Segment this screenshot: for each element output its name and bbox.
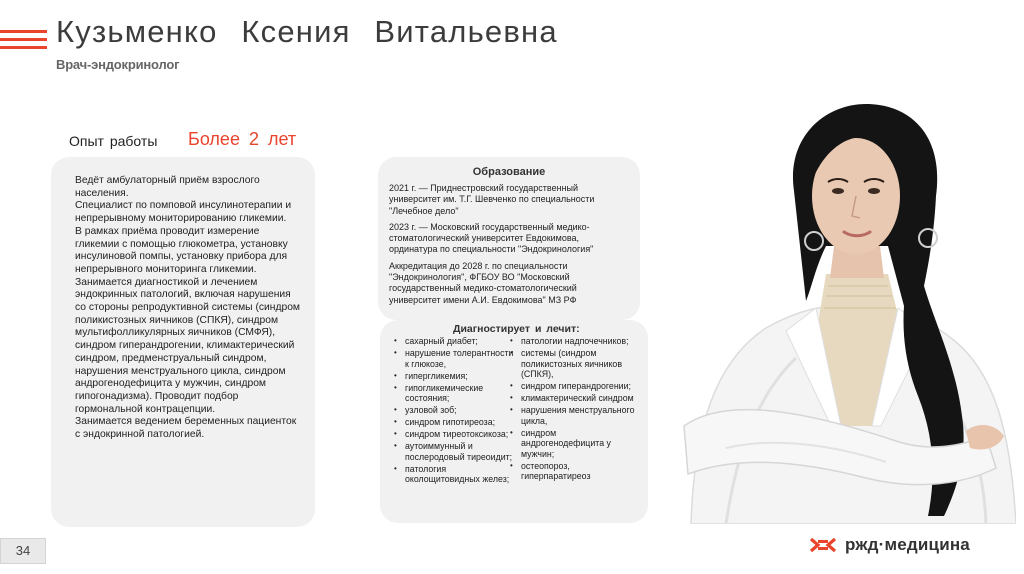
description-paragraph: Специалист по помповой инсулинотерапии и непрерывному мониторированию гликемии. [75,200,292,225]
description-text [75,175,300,442]
list-item: • синдром гипотиреоза; [392,417,514,428]
list-item: • нарушения менструального цикла, [508,405,636,426]
company-logo [809,532,970,558]
logo-text: ржд·медицина [845,535,970,554]
description-card [51,157,315,527]
list-item: • гипергликемия; [392,371,514,382]
doctor-photo [666,96,1016,524]
doctor-portrait [666,96,1016,524]
list-item: • остеопороз, гиперпаратиреоз [508,461,636,482]
diagnoses-card [380,320,648,523]
diagnoses-list-left [392,336,514,486]
list-item: • патология околощитовидных желез; [392,464,514,485]
description-paragraph: Ведёт амбулаторный приём взрослого населения. [75,175,260,199]
list-item: • синдром тиреотоксикоза; [392,429,514,440]
description-paragraph: Занимается диагностикой и лечением эндокринных патологий, включая нарушения со стороны репродуктивной системы (синдром поликистозных яичников (СПКЯ), синдром мультифолликулярных яичников (СМФЯ), синдром гиперандрогении, климактерический синдром, предменструальный синдром, нарушения менструального цикла, синдром андрогенодефицита у мужчин, синдром гипогонадизма). Проводит подбор гормональной контрацепции. [75,276,300,415]
description-paragraph: В рамках приёма проводит измерение гликемии с помощью глюкометра, установку инсулиновой помпы, установку прибора для непрерывного мониторинга гликемии. [75,225,288,275]
diagnoses-title: Диагностирует и лечит: [453,323,580,335]
rzd-medicine-logo-icon [809,534,837,556]
education-entries [389,183,624,311]
education-title: Образование [472,166,546,178]
doctor-position: Врач-эндокринолог [56,57,180,72]
list-item: • синдром андрогенодефицита у мужчин; [508,428,636,460]
list-item: • гипогликемические состояния; [392,383,514,404]
list-item: • синдром гиперандрогении; [508,381,636,392]
experience-label: Опыт работы [69,133,158,149]
education-entry: Аккредитация до 2028 г. по специальности "Эндокринология", ФГБОУ ВО "Московский государственный медико-стоматологический университет имени А.И. Евдокимова" МЗ РФ [389,260,577,305]
diagnoses-list-right [508,336,636,483]
accent-lines [0,30,47,54]
doctor-name: Кузьменко Ксения Витальевна [56,14,558,49]
education-card [378,157,640,320]
list-item: • нарушение толерантности к глюкозе, [392,348,514,369]
page-number: 34 [0,538,46,564]
list-item: • узловой зоб; [392,405,514,416]
list-item: • системы (синдром поликистозных яичников (СПКЯ), [508,348,636,380]
list-item: • аутоиммунный и послеродовый тиреоидит; [392,441,514,462]
list-item: • климактерический синдром [508,393,636,404]
education-entry: 2023 г. — Московский государственный медико-стоматологический университет Евдокимова, ординатура по специальности "Эндокринология" [389,221,594,255]
list-item: • патологии надпочечников; [508,336,636,347]
list-item: • сахарный диабет; [392,336,514,347]
description-paragraph: Занимается ведением беременных пациенток с эндокринной патологией. [75,416,297,441]
education-entry: 2021 г. — Приднестровский государственный университет им. Т.Г. Шевченко по специальности "Лечебное дело" [389,183,595,216]
experience-value: Более 2 лет [188,129,297,149]
